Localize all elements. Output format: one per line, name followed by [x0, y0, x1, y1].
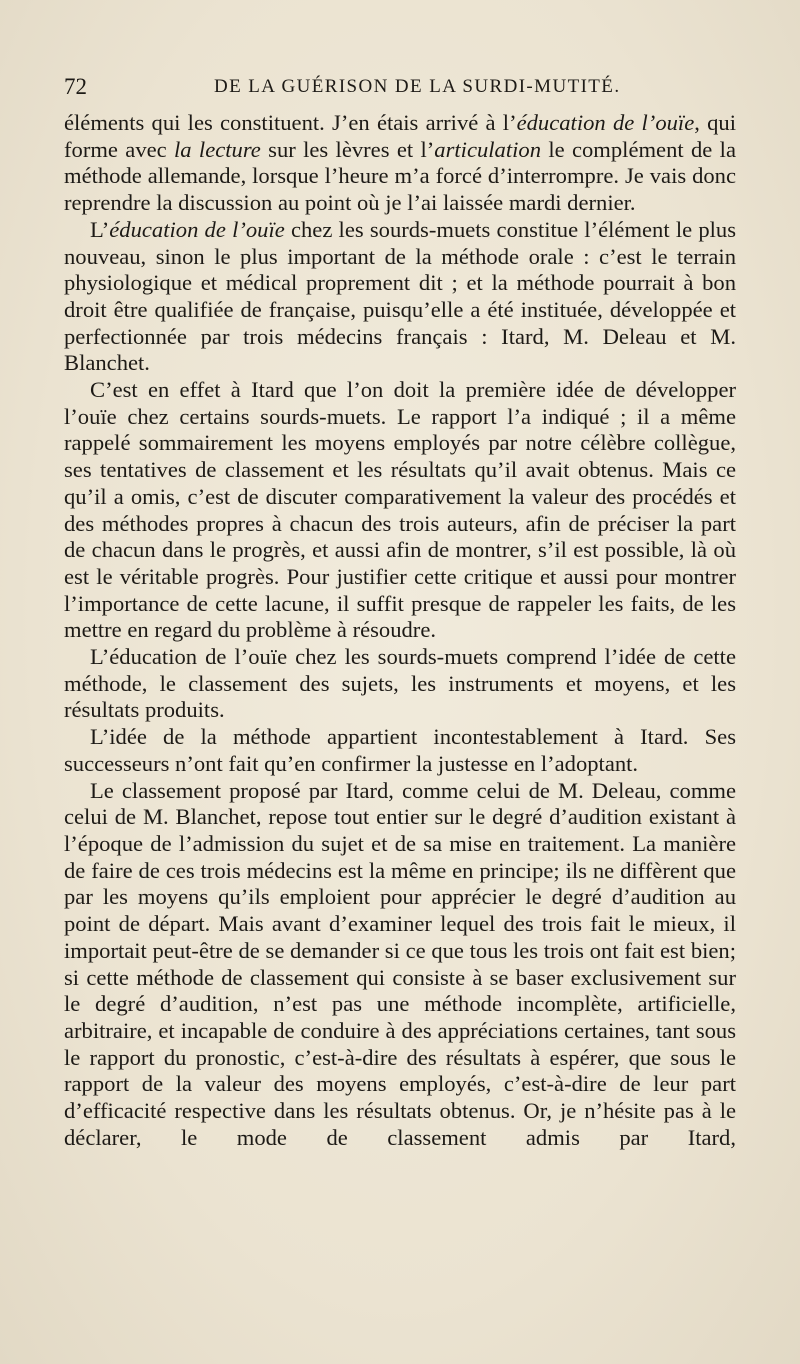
page-number: 72 — [64, 74, 87, 99]
italic-articulation: articulation — [434, 136, 541, 162]
paragraph-4: L’éducation de l’ouïe chez les sourds-muets comprend l’idée de cette méthode, le classement des sujets, les instruments et moyens, et les résultats produits. — [64, 644, 736, 723]
paragraph-6: Le classement proposé par Itard, comme celui de M. Deleau, comme celui de M. Blanchet, repose tout entier sur le degré d’audition existant à l’époque de l’admission du sujet et de sa mise en traitement. La manière de faire de ces trois médecins est la même en principe; ils ne diffèrent que par les moyens qu’ils emploient pour apprécier le degré d’audition au point de départ. Mais avant d’examiner lequel des trois fait le mieux, il importait peut-être de se demander si ce que tous les trois ont fait est bien; si cette méthode de classement qui consiste à se baser exclusivement sur le degré d’audition, n’est pas une méthode incomplète, artificielle, arbitraire, et incapable de conduire à des appréciations certaines, tant sous le rapport du pronostic, c’est-à-dire des résultats à espérer, que sous le rapport de la valeur des moyens employés, c’est-à-dire de leur part d’efficacité respective dans les résultats obtenus. Or, je n’hésite pas à le déclarer, le mode de classement admis par Itard, — [64, 777, 736, 1150]
body-text — [64, 110, 736, 1151]
running-title: DE LA GUÉRISON DE LA SURDI-MUTITÉ. — [214, 76, 621, 97]
italic-education-ouie: éducation de l’ouïe — [516, 110, 695, 135]
paragraph-3: C’est en effet à Itard que l’on doit la première idée de développer l’ouïe chez certains sourds-muets. Le rapport l’a indiqué ; il a même rappelé sommairement les moyens employés par notre célèbre collègue, ses tentatives de classement et les résultats qu’il avait obtenus. Mais ce qu’il a omis, c’est de discuter comparativement la valeur des procédés et des méthodes propres à chacun des trois auteurs, afin de préciser la part de chacun dans le progrès, et aussi afin de montrer, s’il est possible, là où est le véritable progrès. Pour justifier cette critique et aussi pour montrer l’importance de cette lacune, il suffit presque de rappeler les faits, de les mettre en regard du problème à résoudre. — [64, 377, 736, 643]
paragraph-5: L’idée de la méthode appartient incontestablement à Itard. Ses successeurs n’ont fait qu’en confirmer la justesse en l’adoptant. — [64, 724, 736, 776]
italic-education-ouie-2: éducation de l’ouïe — [109, 216, 285, 242]
italic-la-lecture: la lecture — [174, 136, 261, 162]
page-header — [64, 72, 736, 104]
paragraph-1: éléments qui les constituent. J’en étais arrivé à l’éducation de l’ouïe, qui forme avec la lecture sur les lèvres et l’articulation le complément de la méthode allemande, lorsque l’heure m’a forcé d’interrompre. Je vais donc reprendre la discussion au point où je l’ai laissée mardi dernier. — [64, 110, 737, 216]
paragraph-2: L’éducation de l’ouïe chez les sourds-muets constitue l’élément le plus nouveau, sinon le plus important de la méthode orale : c’est le terrain physiologique et médical proprement dit ; et la méthode pourrait à bon droit être qualifiée de française, puisqu’elle a été instituée, développée et perfectionnée par trois médecins français : Itard, M. Deleau et M. Blanchet. — [64, 216, 736, 376]
